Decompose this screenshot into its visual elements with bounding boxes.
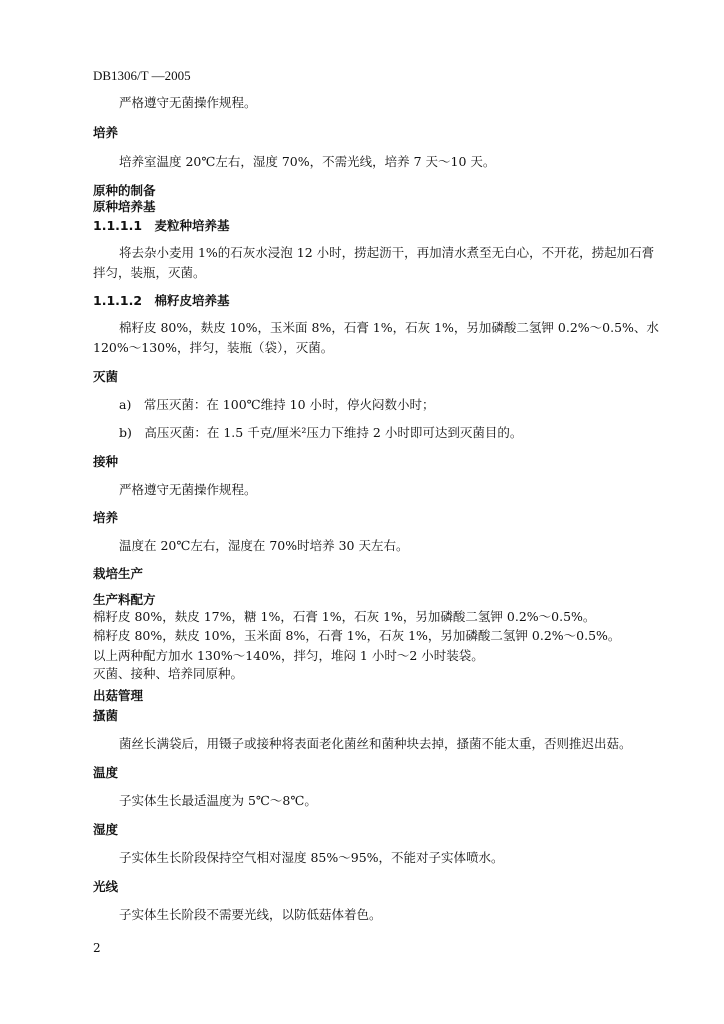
paragraph: 将去杂小麦用 1%的石灰水浸泡 12 小时，捞起沥干，再加清水煮至无白心，不开花，捞起加石膏 — [119, 245, 655, 260]
section-heading: 培养 — [93, 510, 119, 525]
section-heading: 出菇管理 — [93, 688, 144, 703]
subsection-heading: 1.1.1.1 麦粒种培养基 — [93, 218, 230, 233]
paragraph: 子实体生长阶段不需要光线，以防低菇体着色。 — [119, 907, 382, 922]
section-heading: 生产料配方 — [93, 592, 156, 607]
section-heading: 原种培养基 — [93, 199, 156, 214]
subsection-heading: 1.1.1.2 棉籽皮培养基 — [93, 293, 230, 308]
paragraph: 棉籽皮 80%，麸皮 10%，玉米面 8%，石膏 1%，石灰 1%，另加磷酸二氢钾 0.2%～0.5%、水 — [119, 320, 659, 335]
paragraph: 菌丝长满袋后，用镊子或接种将表面老化菌丝和菌种块去掉，搔菌不能太重，否则推迟出菇。 — [119, 736, 632, 751]
section-heading: 栽培生产 — [93, 566, 144, 581]
paragraph: 以上两种配方加水 130%～140%，拌匀，堆闷 1 小时～2 小时装袋。 — [93, 648, 484, 663]
list-item: b) 高压灭菌：在 1.5 千克/厘米²压力下维持 2 小时即可达到灭菌目的。 — [119, 425, 523, 440]
page-number: 2 — [93, 941, 101, 955]
document-id: DB1306/T —2005 — [93, 68, 191, 83]
paragraph: 子实体生长最适温度为 5℃～8℃。 — [119, 793, 317, 808]
section-heading: 搔菌 — [93, 708, 119, 723]
paragraph: 子实体生长阶段保持空气相对湿度 85%～95%，不能对子实体喷水。 — [119, 850, 504, 865]
paragraph: 培养室温度 20℃左右，湿度 70%，不需光线，培养 7 天～10 天。 — [119, 154, 496, 169]
section-heading: 原种的制备 — [93, 183, 156, 198]
section-heading: 接种 — [93, 454, 119, 469]
section-heading: 培养 — [93, 125, 119, 140]
paragraph: 棉籽皮 80%，麸皮 17%，糖 1%，石膏 1%，石灰 1%，另加磷酸二氢钾 0.2%～0.5%。 — [93, 609, 596, 624]
paragraph: 棉籽皮 80%，麸皮 10%，玉米面 8%，石膏 1%，石灰 1%，另加磷酸二氢钾 0.2%～0.5%。 — [93, 628, 621, 643]
paragraph-continuation: 120%～130%，拌匀，装瓶（袋），灭菌。 — [93, 340, 334, 355]
paragraph: 严格遵守无菌操作规程。 — [119, 95, 257, 110]
paragraph: 灭菌、接种、培养同原种。 — [93, 666, 244, 681]
paragraph-continuation: 拌匀，装瓶，灭菌。 — [93, 265, 206, 280]
paragraph: 温度在 20℃左右，湿度在 70%时培养 30 天左右。 — [119, 538, 409, 553]
paragraph: 严格遵守无菌操作规程。 — [119, 482, 257, 497]
list-item: a) 常压灭菌：在 100℃维持 10 小时，停火闷数小时； — [119, 397, 435, 412]
section-heading: 温度 — [93, 765, 119, 780]
section-heading: 灭菌 — [93, 369, 119, 384]
section-heading: 光线 — [93, 879, 119, 894]
section-heading: 湿度 — [93, 822, 119, 837]
